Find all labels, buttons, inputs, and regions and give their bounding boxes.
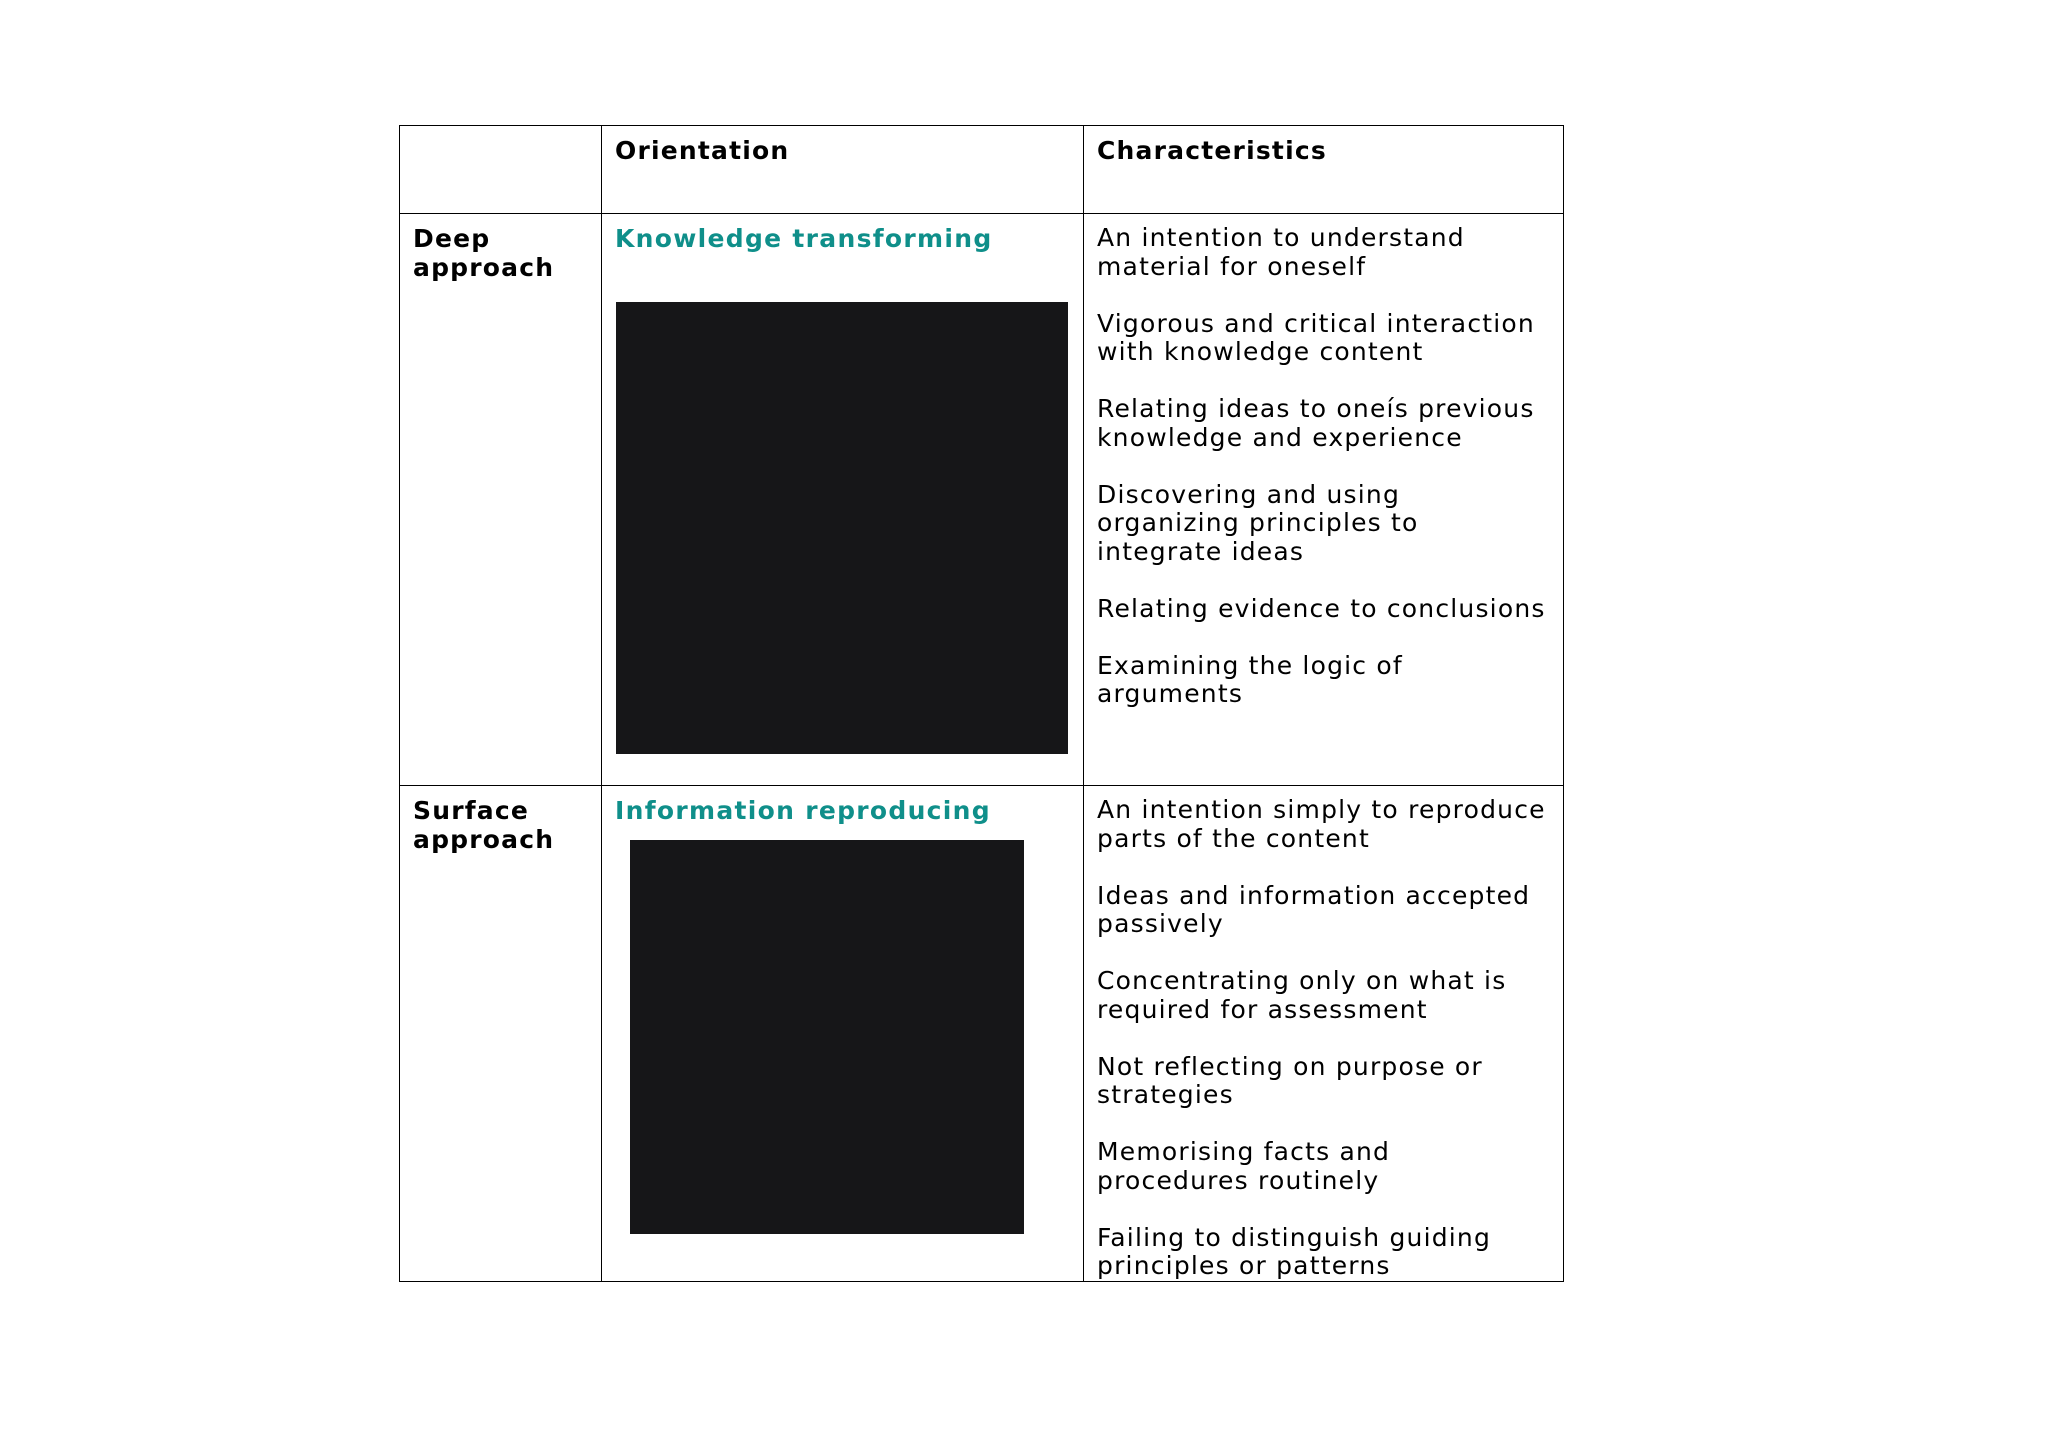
approach-label-deep: Deep approach xyxy=(413,224,555,282)
orientation-label-deep: Knowledge transforming xyxy=(615,224,993,253)
approach-comparison-table xyxy=(399,125,1564,1282)
header-cell-orientation xyxy=(602,126,1084,214)
header-orientation: Orientation xyxy=(615,136,790,165)
orientation-cell-surface xyxy=(602,786,1084,1282)
characteristic-item: Examining the logic of arguments xyxy=(1097,650,1403,708)
characteristic-item: Memorising facts and procedures routinely xyxy=(1097,1137,1391,1195)
orientation-label-surface: Information reproducing xyxy=(615,796,991,825)
characteristics-cell-surface xyxy=(1084,786,1564,1282)
characteristics-list-surface xyxy=(1097,796,1551,1281)
characteristic-item: Relating ideas to oneís previous knowledge and experience xyxy=(1097,394,1535,452)
characteristic-item: An intention to understand material for oneself xyxy=(1097,223,1465,281)
characteristic-item: Vigorous and critical interaction with knowledge content xyxy=(1097,308,1535,366)
deep-approach-image xyxy=(616,302,1068,754)
approach-label-surface: Surface approach xyxy=(413,796,555,854)
table-header-row xyxy=(400,126,1564,214)
approach-cell-surface xyxy=(400,786,602,1282)
approach-cell-deep xyxy=(400,214,602,786)
characteristics-list-deep xyxy=(1097,224,1551,709)
header-cell-characteristics xyxy=(1084,126,1564,214)
table-row-surface-approach xyxy=(400,786,1564,1282)
characteristic-item: Relating evidence to conclusions xyxy=(1097,593,1546,623)
characteristic-item: Ideas and information accepted passively xyxy=(1097,880,1531,938)
characteristics-cell-deep xyxy=(1084,214,1564,786)
characteristic-item: Concentrating only on what is required for assessment xyxy=(1097,966,1507,1024)
characteristic-item: Discovering and using organizing principles to integrate ideas xyxy=(1097,479,1419,566)
surface-approach-image xyxy=(630,840,1024,1234)
characteristic-item: Failing to distinguish guiding principles or patterns xyxy=(1097,1222,1492,1280)
orientation-cell-deep xyxy=(602,214,1084,786)
characteristic-item: An intention simply to reproduce parts of the content xyxy=(1097,795,1546,853)
table-row-deep-approach xyxy=(400,214,1564,786)
header-cell-approach xyxy=(400,126,602,214)
characteristic-item: Not reflecting on purpose or strategies xyxy=(1097,1051,1483,1109)
header-characteristics: Characteristics xyxy=(1097,136,1327,165)
